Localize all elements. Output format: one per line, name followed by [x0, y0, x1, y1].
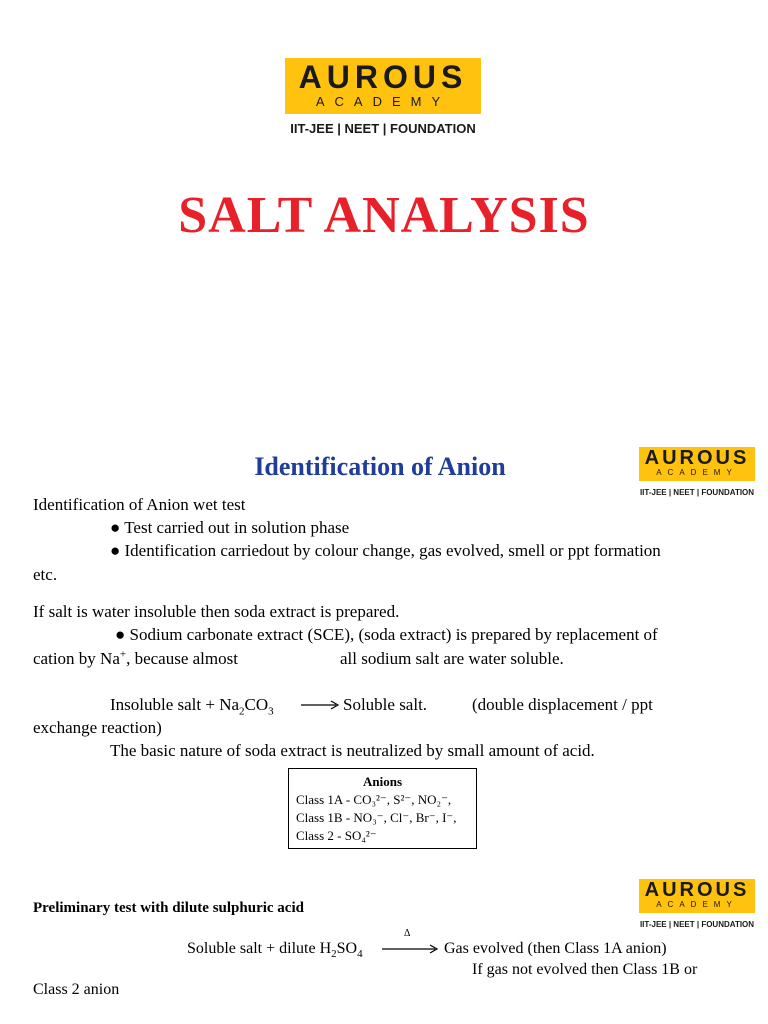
equation-soda: Insoluble salt + $Na_2CO_3$: [110, 695, 274, 718]
prelim-equation-left: Soluble salt + dilute $H_2SO_4$: [187, 940, 363, 961]
logo-name: AUROUS: [644, 879, 750, 901]
anions-class-2: Class 2 - SO₄²⁻: [296, 828, 377, 843]
bullet-identification-cont: etc.: [33, 565, 58, 584]
prelim-heading: Preliminary test with dilute sulphuric acid: [33, 900, 304, 916]
section-title: Identification of Anion: [254, 452, 506, 481]
prelim-line-2: If gas not evolved then Class 1B or: [472, 961, 698, 978]
bullet-identification: ● Identification carriedout by colour change, gas evolved, smell or ppt formation: [110, 541, 661, 560]
logo-tagline: IIT-JEE | NEET | FOUNDATION: [290, 121, 476, 136]
logo-tagline: IIT-JEE | NEET | FOUNDATION: [639, 488, 755, 497]
logo-subtitle: ACADEMY: [656, 900, 738, 909]
anions-table: [288, 768, 477, 849]
sce-line-2-cont: all sodium salt are water soluble.: [340, 649, 564, 668]
equation-right: Soluble salt.: [343, 695, 428, 714]
heating-arrow-icon: [381, 943, 439, 955]
bullet-solution-phase: ● Test carried out in solution phase: [110, 518, 350, 537]
equation-note-cont: exchange reaction): [33, 718, 162, 737]
anions-class-1a: Class 1A - CO₃²⁻, S²⁻, NO₂⁻,: [296, 792, 452, 807]
page-title: SALT ANALYSIS: [178, 187, 590, 244]
sce-line-2: cation by Na+, because almost: [33, 648, 238, 668]
sce-line-1: ● Sodium carbonate extract (SCE), (soda extract) is prepared by replacement of: [115, 625, 658, 644]
logo-subtitle: ACADEMY: [315, 94, 451, 109]
delta-symbol: Δ: [404, 928, 411, 939]
soda-extract-line: If salt is water insoluble then soda extract is prepared.: [33, 602, 400, 621]
logo-badge: [639, 879, 755, 913]
anions-header: Anions: [362, 774, 403, 789]
prelim-line-3: Class 2 anion: [33, 981, 120, 998]
anions-class-1b: Class 1B - NO₃⁻, Cl⁻, Br⁻, I⁻,: [296, 810, 457, 825]
reaction-arrow-icon: [300, 699, 340, 711]
equation-note: (double displacement / ppt: [472, 695, 653, 714]
logo-name: AUROUS: [298, 59, 468, 95]
logo-name: AUROUS: [644, 447, 750, 469]
prelim-equation-right: Gas evolved (then Class 1A anion): [444, 940, 667, 957]
logo-subtitle: ACADEMY: [656, 468, 738, 477]
wet-test-heading: Identification of Anion wet test: [33, 495, 246, 514]
neutralization-line: The basic nature of soda extract is neutralized by small amount of acid.: [110, 741, 595, 760]
logo-tagline: IIT-JEE | NEET | FOUNDATION: [639, 920, 755, 929]
logo-badge: [285, 58, 481, 114]
